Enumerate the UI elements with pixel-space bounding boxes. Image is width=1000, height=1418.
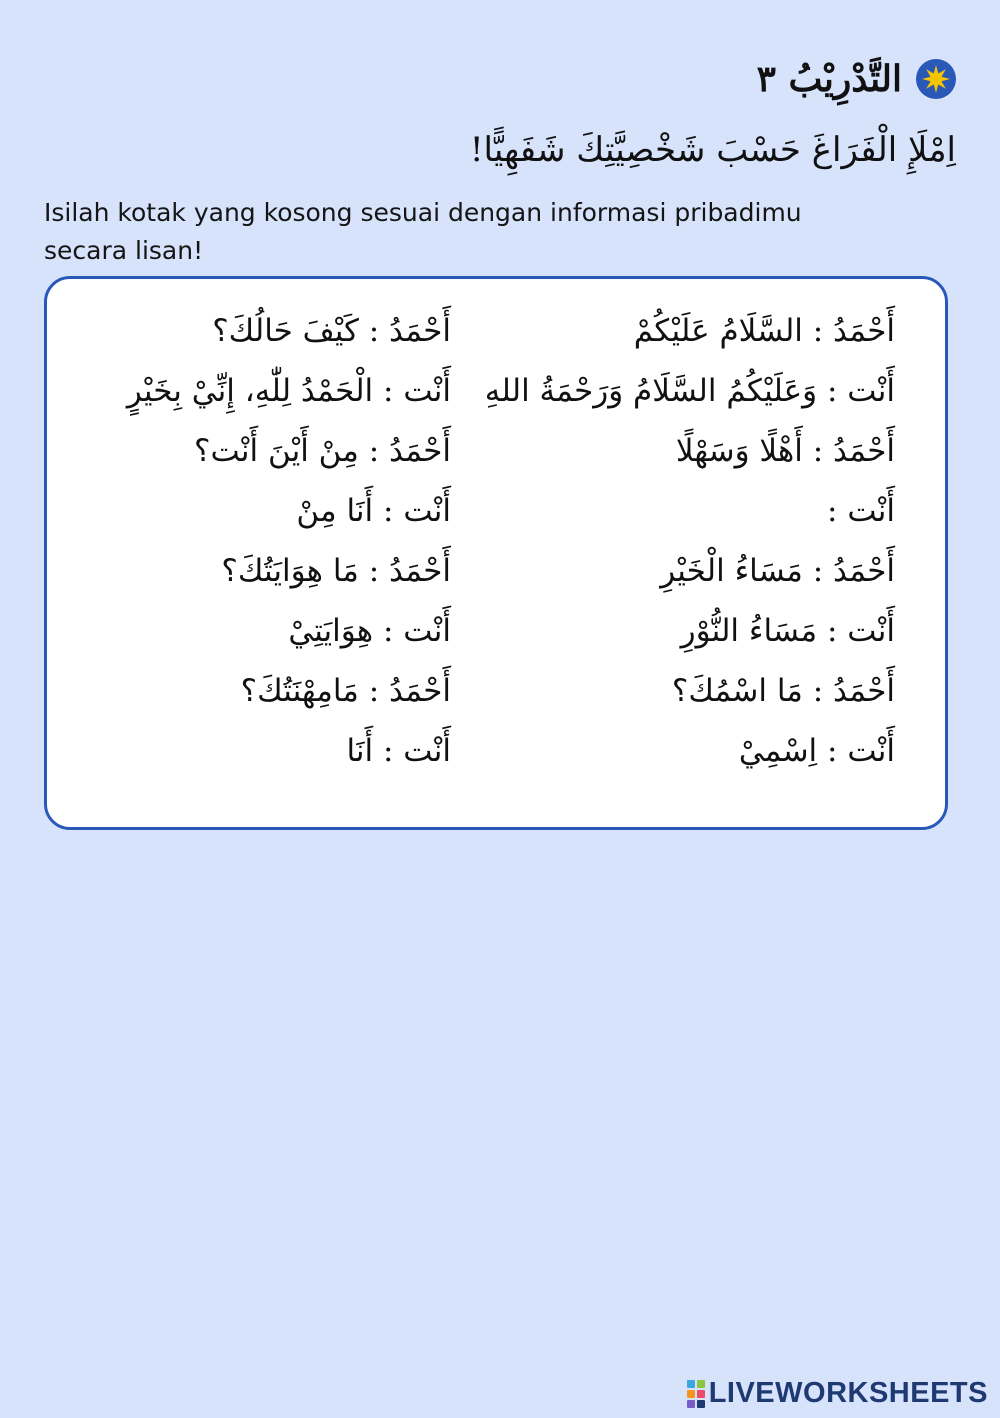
exercise-header <box>757 58 956 100</box>
dialogue-line: أَنْت : أَنَا مِنْ <box>296 493 451 529</box>
dialogue-line: أَحْمَدُ : مَا هِوَايَتُكَ؟ <box>221 553 451 589</box>
exercise-title: التَّدْرِيْبُ ٣ <box>756 58 902 100</box>
logo-text: LIVEWORKSHEETS <box>708 1377 988 1409</box>
instruction-arabic: اِمْلَإِ الْفَرَاغَ حَسْبَ شَخْصِيَّتِكَ شَفَهِيًّا! <box>469 130 956 170</box>
liveworksheets-logo <box>687 1377 988 1410</box>
dialogue-line: أَنْت : اِسْمِيْ <box>738 733 895 769</box>
dialogue-line: أَحْمَدُ : أَهْلًا وَسَهْلًا <box>675 433 895 469</box>
dialogue-line: أَحْمَدُ : السَّلَامُ عَلَيْكُمْ <box>633 313 895 349</box>
dialogue-line: أَحْمَدُ : كَيْفَ حَالُكَ؟ <box>212 313 451 349</box>
dialogue-line: أَنْت : هِوَايَتِيْ <box>288 613 451 649</box>
star-badge-icon <box>916 59 956 99</box>
dialogue-line: أَنْت : مَسَاءُ النُّوْرِ <box>680 613 895 649</box>
dialogue-line: أَحْمَدُ : مَسَاءُ الْخَيْرِ <box>660 553 895 589</box>
instruction-indonesian: Isilah kotak yang kosong sesuai dengan informasi pribadimu secara lisan! <box>44 198 802 265</box>
dialogue-line: أَنْت : وَعَلَيْكُمُ السَّلَامُ وَرَحْمَةُ اللهِ <box>484 373 895 409</box>
dialogue-line: أَنْت : أَنَا <box>346 733 451 769</box>
dialogue-line: أَحْمَدُ : مَا اسْمُكَ؟ <box>671 673 895 709</box>
dialogue-line: أَحْمَدُ : مَامِهْنَتُكَ؟ <box>240 673 451 709</box>
dialogue-line: أَحْمَدُ : مِنْ أَيْنَ أَنْت؟ <box>193 433 451 469</box>
dialogue-panel <box>44 276 948 830</box>
dialogue-line: أَنْت : <box>827 493 895 529</box>
logo-grid-icon <box>687 1380 705 1408</box>
dialogue-line: أَنْت : الْحَمْدُ لِلّٰهِ، إِنِّيْ بِخَيْرٍ <box>126 373 451 409</box>
